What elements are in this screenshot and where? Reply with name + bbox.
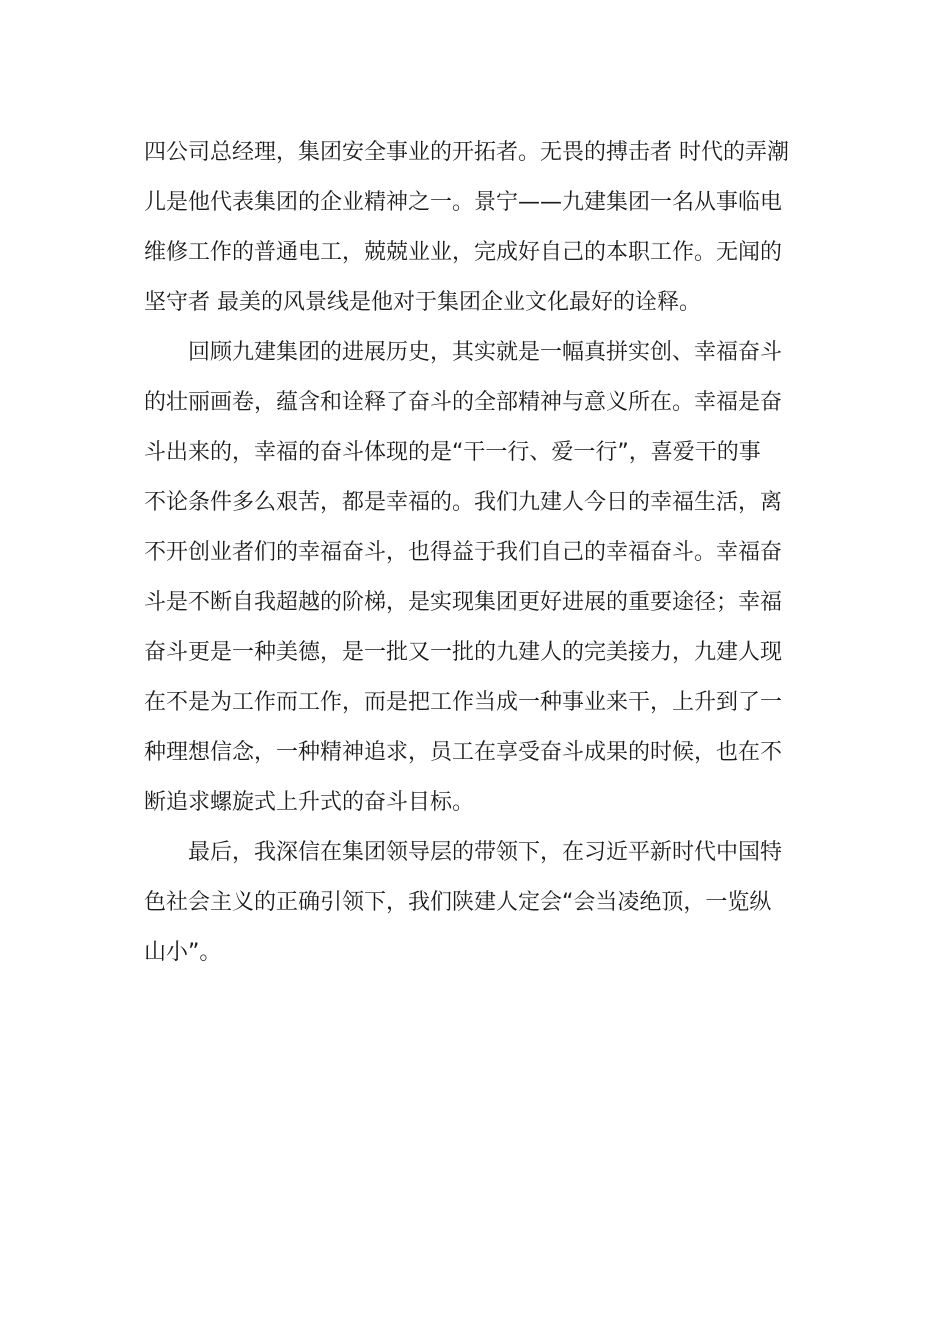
text-line: 色社会主义的正确引领下，我们陕建人定会“会当凌绝顶，一览纵 — [144, 890, 772, 915]
paragraph-2 — [144, 328, 824, 828]
text-line: 在不是为工作而工作，而是把工作当成一种事业来干，上升到了一 — [144, 690, 783, 715]
text-line: 回顾九建集团的进展历史，其实就是一幅真拼实创、幸福奋斗 — [188, 340, 783, 365]
text-line: 山小”。 — [144, 940, 222, 965]
text-line: 斗是不断自我超越的阶梯，是实现集团更好进展的重要途径；幸福 — [144, 590, 783, 615]
paragraph-1 — [144, 128, 824, 328]
text-line: 不开创业者们的幸福奋斗，也得益于我们自己的幸福奋斗。幸福奋 — [144, 540, 783, 565]
text-line: 最后，我深信在集团领导层的带领下，在习近平新时代中国特 — [188, 840, 783, 865]
text-line: 坚守者 最美的风景线是他对于集团企业文化最好的诠释。 — [144, 290, 701, 315]
document-body — [144, 128, 824, 978]
text-line: 断追求螺旋式上升式的奋斗目标。 — [144, 790, 475, 815]
text-line: 四公司总经理，集团安全事业的开拓者。无畏的搏击者 时代的弄潮 — [144, 140, 789, 165]
text-line: 奋斗更是一种美德，是一批又一批的九建人的完美接力，九建人现 — [144, 640, 783, 665]
text-line: 的壮丽画卷，蕴含和诠释了奋斗的全部精神与意义所在。幸福是奋 — [144, 390, 783, 415]
text-line: 不论条件多么艰苦，都是幸福的。我们九建人今日的幸福生活，离 — [144, 490, 783, 515]
text-line: 维修工作的普通电工，兢兢业业，完成好自己的本职工作。无闻的 — [144, 240, 783, 265]
text-line: 种理想信念，一种精神追求，员工在享受奋斗成果的时候，也在不 — [144, 740, 783, 765]
text-line: 斗出来的，幸福的奋斗体现的是“干一行、爱一行”，喜爱干的事 — [144, 440, 761, 465]
paragraph-3 — [144, 828, 824, 978]
text-line: 儿是他代表集团的企业精神之一。景宁——九建集团一名从事临电 — [144, 190, 783, 215]
